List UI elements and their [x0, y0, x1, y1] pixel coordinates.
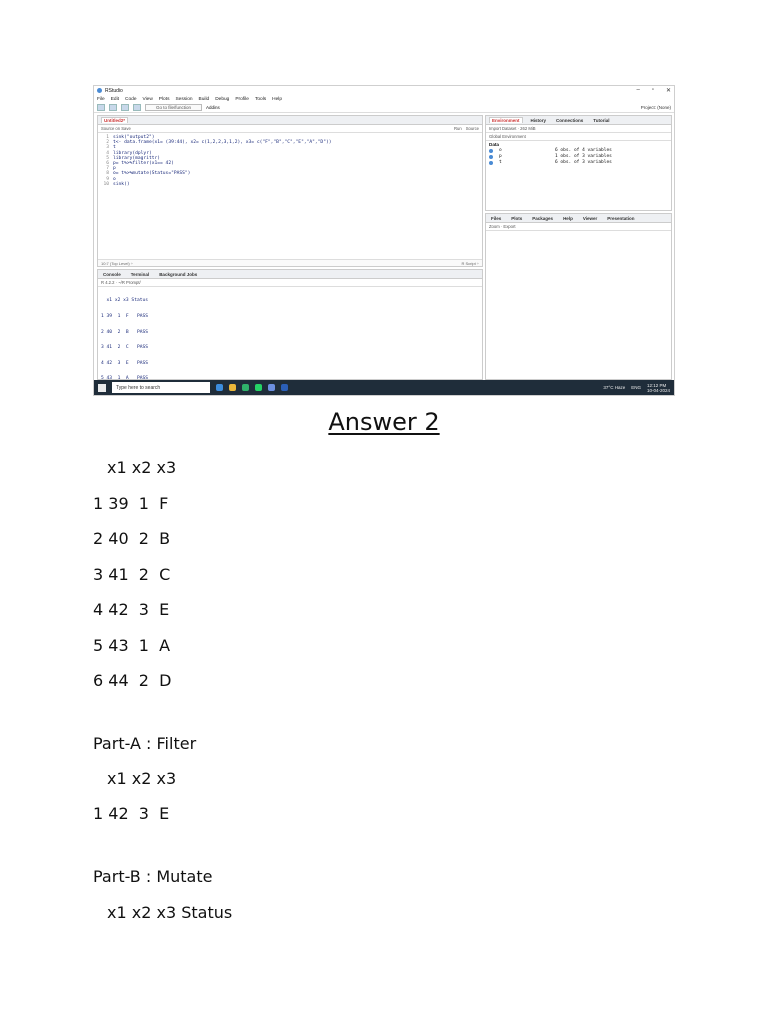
- environment-tabs: [486, 116, 671, 125]
- folder-icon[interactable]: [229, 384, 236, 391]
- console-line: 4 42 3 E PASS: [101, 360, 149, 366]
- global-environment-select[interactable]: Global Environment: [486, 133, 671, 141]
- menu-build[interactable]: Build: [198, 96, 210, 102]
- menu-tools[interactable]: Tools: [254, 96, 267, 102]
- code-line: 7 p: [106, 166, 116, 172]
- rstudio-logo-icon: [97, 88, 102, 93]
- taskbar-search-input[interactable]: Type here to search: [112, 382, 210, 393]
- source-button[interactable]: Source: [465, 126, 479, 131]
- edge-icon[interactable]: [242, 384, 249, 391]
- files-pane: [485, 213, 672, 380]
- maximize-icon[interactable]: ▫: [651, 87, 654, 93]
- dataframe-icon: [489, 161, 493, 165]
- tab-tutorial[interactable]: Tutorial: [593, 117, 610, 123]
- rstudio-taskbar-icon[interactable]: [268, 384, 275, 391]
- menu-view[interactable]: View: [142, 96, 153, 102]
- menu-file[interactable]: File: [97, 96, 105, 102]
- cursor-position: 10:7 (Top Level) ÷: [101, 260, 133, 266]
- menu-code[interactable]: Code: [125, 96, 137, 102]
- menu-help[interactable]: Help: [272, 96, 283, 102]
- console-line: 5 43 1 A PASS: [101, 376, 149, 380]
- source-on-save-checkbox[interactable]: Source on Save: [101, 126, 131, 131]
- part-b-header: x1 x2 x3 Status: [107, 903, 233, 922]
- env-row[interactable]: p 1 obs. of 3 variables: [486, 154, 671, 160]
- tab-help[interactable]: Help: [563, 215, 573, 221]
- table-header: x1 x2 x3: [107, 458, 177, 477]
- tab-terminal[interactable]: Terminal: [130, 271, 150, 277]
- window-controls[interactable]: [636, 87, 671, 94]
- windows-start-icon[interactable]: [98, 384, 106, 392]
- menu-session[interactable]: Session: [175, 96, 193, 102]
- window-titlebar: [94, 86, 674, 95]
- open-file-icon[interactable]: [109, 104, 117, 111]
- tab-environment[interactable]: Environment: [489, 117, 523, 123]
- console-path: R 4.2.2 · ~/R Prompt/: [98, 279, 482, 287]
- editor-toolbar: [98, 125, 482, 133]
- part-a-header: x1 x2 x3: [107, 769, 177, 788]
- console-line: 3 41 2 C PASS: [101, 345, 149, 351]
- table-row: 3 41 2 C: [93, 565, 171, 584]
- code-line: 8 o= t%>%mutate(Status="PASS"): [106, 171, 191, 177]
- rstudio-screenshot: [93, 85, 675, 396]
- clock-time: 12:12 PM: [646, 382, 667, 388]
- part-a-row: 1 42 3 E: [93, 804, 170, 823]
- plots-toolbar[interactable]: Zoom · Export: [486, 223, 671, 231]
- part-a-heading: Part-A : Filter: [93, 734, 197, 753]
- new-file-icon[interactable]: [97, 104, 105, 111]
- files-tabs: [486, 214, 671, 223]
- menu-profile[interactable]: Profile: [235, 96, 249, 102]
- clock-date: 10-04-2024: [646, 387, 670, 393]
- editor-statusbar: [98, 259, 482, 266]
- file-type[interactable]: R Script ÷: [461, 260, 479, 266]
- table-row: 5 43 1 A: [93, 636, 171, 655]
- project-menu[interactable]: Project: (None): [640, 105, 671, 110]
- menu-bar: [94, 95, 674, 103]
- tab-plots[interactable]: Plots: [511, 215, 523, 221]
- save-icon[interactable]: [121, 104, 129, 111]
- tab-console[interactable]: Console: [103, 271, 121, 277]
- clock[interactable]: [647, 383, 670, 393]
- environment-pane: [485, 115, 672, 211]
- editor-tabs: [98, 116, 482, 125]
- file-explorer-icon[interactable]: [216, 384, 223, 391]
- tab-background-jobs[interactable]: Background Jobs: [159, 271, 198, 277]
- whatsapp-icon[interactable]: [255, 384, 262, 391]
- code-line: 6 p= t%>%filter(x1== 42): [106, 161, 174, 167]
- tab-viewer[interactable]: Viewer: [582, 215, 598, 221]
- tab-history[interactable]: History: [530, 117, 547, 123]
- goto-file-input[interactable]: Go to file/function: [145, 104, 202, 111]
- tab-presentation[interactable]: Presentation: [607, 215, 635, 221]
- code-line: 2 t<- data.frame(x1= (39:44), x2= c(1,2,2,3,1,2), x3= c("F","B","C","E","A","D")): [106, 140, 332, 146]
- word-icon[interactable]: [281, 384, 288, 391]
- weather-widget[interactable]: 37°C Haze: [603, 385, 626, 390]
- language-indicator[interactable]: ENG: [631, 385, 641, 390]
- table-row: 2 40 2 B: [93, 529, 171, 548]
- main-toolbar: [94, 103, 674, 113]
- tab-files[interactable]: Files: [491, 215, 502, 221]
- data-section-label: Data: [489, 142, 499, 147]
- part-b-heading: Part-B : Mutate: [93, 867, 213, 886]
- run-button[interactable]: Run: [454, 126, 462, 131]
- dataframe-icon: [489, 155, 493, 159]
- minimize-icon[interactable]: –: [636, 87, 640, 93]
- window-title: RStudio: [105, 87, 123, 94]
- code-line: 3 t: [106, 145, 116, 151]
- console-output[interactable]: [98, 287, 482, 380]
- console-line: x1 x2 x3 Status: [101, 298, 149, 304]
- menu-plots[interactable]: Plots: [158, 96, 170, 102]
- code-line: 10 sink(): [103, 181, 130, 187]
- editor-pane: [97, 115, 483, 267]
- close-icon[interactable]: ✕: [665, 88, 671, 94]
- menu-edit[interactable]: Edit: [110, 96, 120, 102]
- menu-debug[interactable]: Debug: [215, 96, 230, 102]
- table-row: 1 39 1 F: [93, 494, 169, 513]
- code-line: 4 library(dplyr): [106, 150, 152, 156]
- import-dataset-button[interactable]: Import Dataset · 262 MiB: [486, 125, 671, 133]
- system-tray: [603, 383, 670, 393]
- addins-button[interactable]: Addins: [206, 105, 220, 110]
- table-row: 6 44 2 D: [93, 671, 172, 690]
- env-row[interactable]: t 6 obs. of 3 variables: [486, 160, 671, 166]
- tab-untitled2[interactable]: Untitled2*: [101, 117, 128, 123]
- code-line: 5 library(magrittr): [106, 155, 161, 161]
- print-icon[interactable]: [133, 104, 141, 111]
- console-pane: [97, 269, 483, 380]
- table-row: 4 42 3 E: [93, 600, 170, 619]
- answer-title: Answer 2: [328, 408, 440, 436]
- tab-packages[interactable]: Packages: [532, 215, 554, 221]
- console-line: 1 39 1 F PASS: [101, 314, 149, 320]
- code-line: 9 o: [106, 176, 116, 182]
- code-line: 1 sink("output2"): [106, 135, 155, 140]
- dataframe-icon: [489, 149, 493, 153]
- windows-taskbar: [94, 380, 674, 395]
- code-editor[interactable]: [98, 133, 482, 189]
- console-tabs: [98, 270, 482, 279]
- tab-connections[interactable]: Connections: [556, 117, 584, 123]
- console-line: 2 40 2 B PASS: [101, 329, 149, 335]
- env-row[interactable]: o 6 obs. of 4 variables: [486, 148, 671, 154]
